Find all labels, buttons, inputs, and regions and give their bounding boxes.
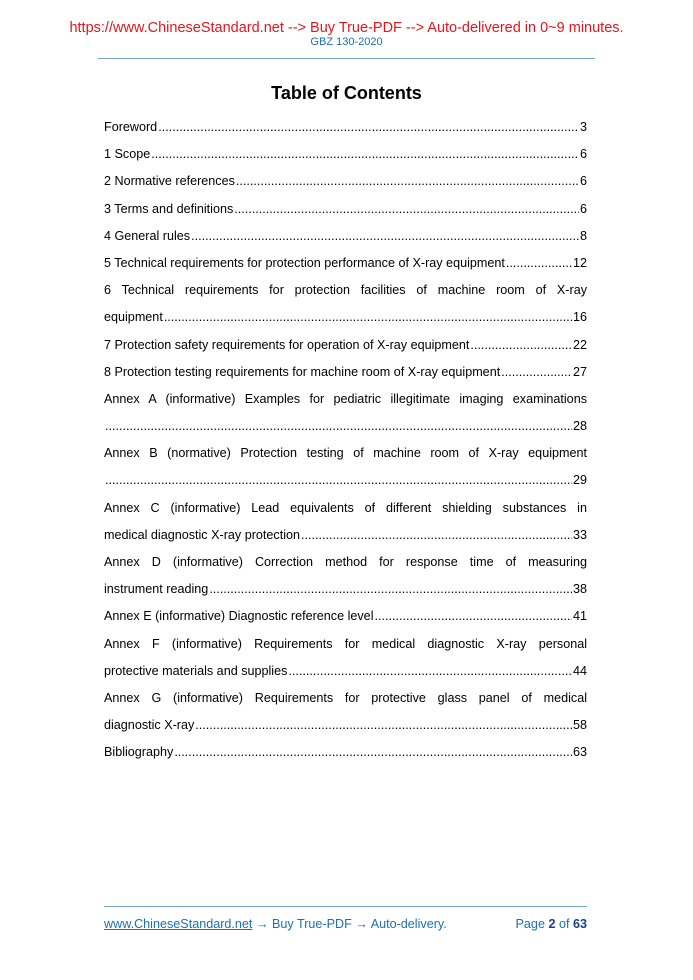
toc-entry-line (104, 576, 587, 603)
toc-entry-text: 1 Scope (104, 147, 151, 162)
toc-entry[interactable] (104, 440, 587, 494)
toc-page-number: 3 (579, 120, 587, 134)
toc-entry-line (104, 141, 587, 168)
dot-leader (234, 196, 579, 223)
toc-entry-line (104, 467, 587, 494)
toc-entry[interactable] (104, 631, 587, 685)
toc-entry-line (104, 712, 587, 739)
toc-entry[interactable] (104, 685, 587, 739)
toc-entry-text: Annex A (informative) Examples for pediatric illegitimate imaging examinations (104, 391, 587, 406)
toc-entry-line (104, 359, 587, 386)
toc-page-number: 38 (572, 582, 587, 597)
toc-entry-line (104, 114, 587, 141)
toc-page-number: 6 (579, 147, 587, 162)
toc-page-number: 29 (572, 473, 587, 488)
toc-page-number: 12 (572, 255, 587, 270)
toc-entry-text: Bibliography (104, 745, 174, 760)
page-of: of (558, 917, 570, 931)
toc-entry[interactable] (104, 386, 587, 440)
dot-leader (209, 576, 572, 603)
dot-leader (236, 168, 579, 195)
toc-entry-text: 4 General rules (104, 228, 191, 243)
toc-title: Table of Contents (271, 83, 422, 103)
toc-entry-line (104, 223, 587, 250)
dot-leader (470, 332, 572, 359)
dot-leader (191, 223, 579, 250)
dot-leader (151, 141, 579, 168)
toc-entry-text: 5 Technical requirements for protection performance of X-ray equipment (104, 255, 505, 270)
toc-entry[interactable] (104, 141, 587, 168)
toc-entry[interactable] (104, 739, 587, 766)
toc-page-number: 8 (579, 228, 587, 243)
toc-entry-line (104, 250, 587, 277)
page-total: 63 (572, 917, 587, 931)
toc-entry-text: equipment (104, 310, 163, 325)
toc-page-number: 33 (572, 527, 587, 542)
dot-leader (506, 250, 572, 277)
toc-page-number: 22 (572, 337, 587, 352)
toc-entry-line (104, 168, 587, 195)
header-divider (98, 58, 595, 59)
page-current: 2 (548, 917, 556, 931)
toc-entry-line (104, 413, 587, 440)
toc-entry[interactable] (104, 168, 587, 195)
toc-entry-text: Annex B (normative) Protection testing of machine room of X-ray equipment (104, 446, 587, 461)
toc-entry-text: protective materials and supplies (104, 663, 288, 678)
site-link[interactable]: www.ChineseStandard.net (104, 917, 253, 931)
dot-leader (164, 304, 572, 331)
toc-entry[interactable] (104, 223, 587, 250)
toc-entry-text: 2 Normative references (104, 174, 235, 189)
toc-page-number: 44 (572, 663, 587, 678)
toc-entry-text: instrument reading (104, 582, 209, 597)
dot-leader (301, 522, 572, 549)
dot-leader (105, 467, 572, 494)
toc-entry-text: Foreword (104, 120, 158, 134)
toc-entry[interactable] (104, 196, 587, 223)
toc-entry-text: medical diagnostic X-ray protection (104, 527, 300, 542)
table-of-contents (104, 114, 587, 767)
page-label: Page (515, 917, 545, 931)
toc-entry-line (104, 522, 587, 549)
toc-entry-text: 3 Terms and definitions (104, 201, 234, 216)
toc-page-number: 28 (572, 419, 587, 434)
toc-page-number: 27 (572, 364, 587, 379)
dot-leader (158, 114, 579, 141)
footer-tagline: → Buy True-PDF → Auto-delivery. (252, 917, 447, 931)
toc-page-number: 16 (572, 310, 587, 325)
toc-entry[interactable] (104, 359, 587, 386)
toc-entry[interactable] (104, 603, 587, 630)
toc-entry-text: Annex C (informative) Lead equivalents of different shielding substances in (104, 500, 587, 515)
toc-entry[interactable] (104, 495, 587, 549)
toc-entry[interactable] (104, 549, 587, 603)
purchase-banner[interactable]: https://www.ChineseStandard.net --> Buy True-PDF --> Auto-delivered in 0~9 minutes. (69, 20, 624, 36)
dot-leader (195, 712, 572, 739)
toc-page-number: 63 (572, 745, 587, 760)
toc-entry-text: 7 Protection safety requirements for operation of X-ray equipment (104, 337, 470, 352)
toc-entry-text: Annex E (informative) Diagnostic reference level (104, 609, 374, 624)
toc-entry[interactable] (104, 114, 587, 141)
toc-entry-text: 6 Technical requirements for protection facilities of machine room of X-ray (104, 283, 587, 298)
toc-entry-line (104, 196, 587, 223)
toc-entry-text: 8 Protection testing requirements for machine room of X-ray equipment (104, 364, 501, 379)
footer-divider (104, 906, 587, 907)
toc-entry-text: Annex G (informative) Requirements for protective glass panel of medical (104, 690, 587, 705)
footer-promo (104, 916, 447, 932)
toc-page-number: 6 (579, 201, 587, 216)
toc-entry-line (104, 304, 587, 331)
toc-entry-text: diagnostic X-ray (104, 718, 195, 733)
toc-page-number: 41 (572, 609, 587, 624)
standard-code: GBZ 130-2020 (310, 36, 383, 48)
page-indicator (516, 916, 587, 932)
toc-entry-text: Annex F (informative) Requirements for medical diagnostic X-ray personal (104, 636, 587, 651)
toc-entry[interactable] (104, 250, 587, 277)
toc-page-number: 6 (579, 174, 587, 189)
dot-leader (501, 359, 572, 386)
toc-entry[interactable] (104, 277, 587, 331)
dot-leader (105, 413, 572, 440)
toc-entry[interactable] (104, 332, 587, 359)
toc-entry-line (104, 739, 587, 766)
toc-entry-text: Annex D (informative) Correction method for response time of measuring (104, 555, 587, 569)
toc-entry-line (104, 603, 587, 630)
toc-entry-line (104, 332, 587, 359)
dot-leader (375, 603, 572, 630)
toc-entry-line (104, 658, 587, 685)
toc-page-number: 58 (572, 718, 587, 733)
dot-leader (288, 658, 572, 685)
dot-leader (174, 739, 572, 766)
